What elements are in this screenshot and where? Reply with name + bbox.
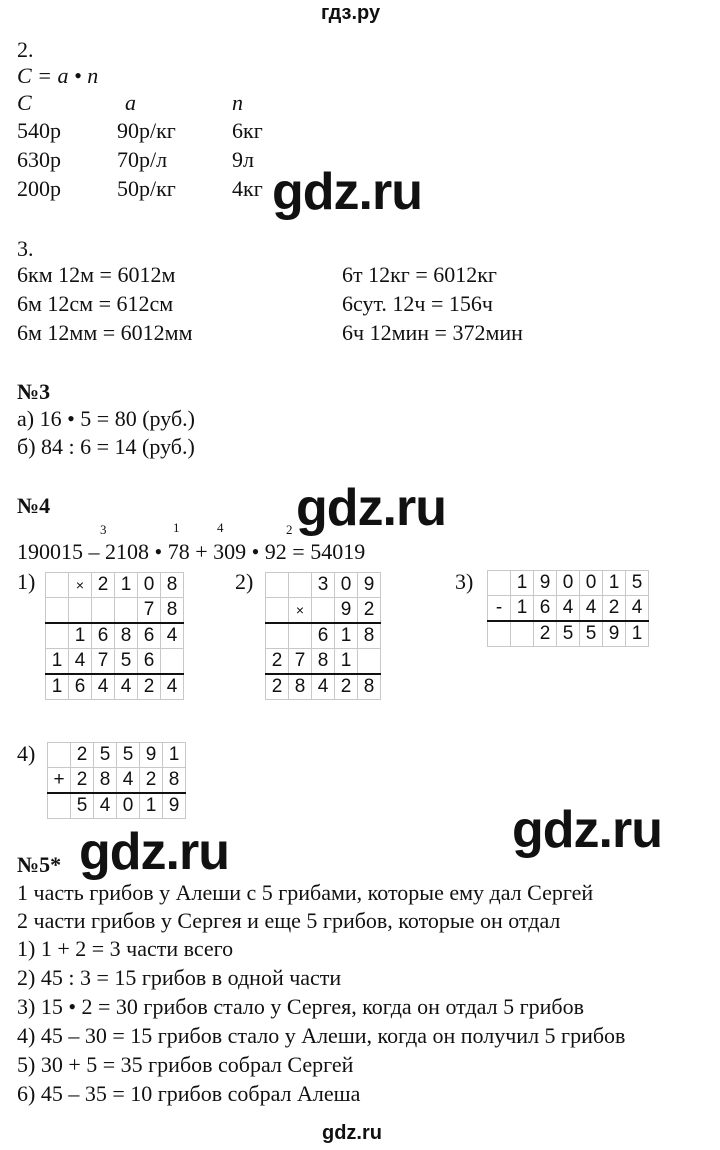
- col-head-c: C: [17, 90, 32, 115]
- task-5-line: 2 части грибов у Сергея и еще 5 грибов, которые он отдал: [17, 908, 561, 933]
- minus-sign: -: [488, 596, 511, 622]
- col-head-a: a: [125, 90, 136, 115]
- grid-cell: 4: [580, 596, 603, 622]
- task-5-line: 6) 45 – 35 = 10 грибов собрал Алеша: [17, 1081, 361, 1106]
- task-3-title: №3: [17, 379, 51, 404]
- grid-cell: [289, 573, 312, 598]
- grid-cell: 5: [580, 621, 603, 647]
- grid-cell: 2: [138, 674, 161, 700]
- grid-cell: [266, 598, 289, 624]
- grid-cell: 4: [115, 674, 138, 700]
- grid-cell: 4: [161, 674, 184, 700]
- watermark-logo: gdz.ru: [512, 801, 662, 859]
- grid-cell: 8: [358, 623, 381, 649]
- site-header: гдз.ру: [321, 2, 381, 24]
- grid-cell: [69, 598, 92, 624]
- grid-cell: 5: [94, 743, 117, 768]
- grid-cell: [488, 571, 511, 596]
- grid-cell: [92, 598, 115, 624]
- order-mark: 2: [286, 522, 293, 537]
- grid-cell: [46, 573, 69, 598]
- conversion-line: 6км 12м = 6012м: [17, 262, 176, 287]
- task-5-line: 1 часть грибов у Алеши с 5 грибами, которые ему дал Сергей: [17, 880, 594, 905]
- times-sign: ×: [69, 573, 92, 598]
- grid-cell: 2: [358, 598, 381, 624]
- grid-cell: 2: [266, 674, 289, 700]
- watermark-logo: gdz.ru: [272, 163, 422, 221]
- grid-cell: 4: [161, 623, 184, 649]
- addition-grid: [47, 742, 186, 819]
- times-sign: ×: [289, 598, 312, 624]
- task-4-title: №4: [17, 493, 51, 518]
- grid-cell: 7: [289, 649, 312, 675]
- grid-cell: [488, 621, 511, 647]
- grid-cell: 3: [312, 573, 335, 598]
- grid-cell: 4: [557, 596, 580, 622]
- grid-cell: 6: [312, 623, 335, 649]
- grid-cell: 1: [140, 793, 163, 819]
- calc-label: 3): [455, 569, 474, 594]
- conversion-line: 6м 12см = 612см: [17, 291, 174, 316]
- grid-cell: 1: [511, 571, 534, 596]
- grid-cell: 9: [358, 573, 381, 598]
- grid-cell: 2: [71, 768, 94, 794]
- grid-cell: 8: [312, 649, 335, 675]
- grid-cell: [289, 623, 312, 649]
- grid-cell: 4: [117, 768, 140, 794]
- table-cell: 50р/кг: [117, 176, 176, 201]
- grid-cell: [511, 621, 534, 647]
- task-3-line: а) 16 • 5 = 80 (руб.): [17, 406, 195, 431]
- grid-cell: 9: [335, 598, 358, 624]
- grid-cell: 4: [69, 649, 92, 675]
- table-cell: 9л: [232, 147, 254, 172]
- conversion-line: 6т 12кг = 6012кг: [342, 262, 497, 287]
- grid-cell: [48, 743, 71, 768]
- grid-cell: 4: [312, 674, 335, 700]
- col-head-n: n: [232, 90, 243, 115]
- grid-cell: 8: [161, 573, 184, 598]
- subtraction-grid: [487, 570, 649, 647]
- grid-cell: [266, 623, 289, 649]
- grid-cell: 1: [163, 743, 186, 768]
- grid-cell: 4: [626, 596, 649, 622]
- grid-cell: 1: [46, 649, 69, 675]
- grid-cell: 2: [534, 621, 557, 647]
- grid-cell: 5: [71, 793, 94, 819]
- multiplication-grid-1: [45, 572, 184, 700]
- grid-cell: 1: [335, 623, 358, 649]
- plus-sign: +: [48, 768, 71, 794]
- grid-cell: [48, 793, 71, 819]
- task-3-line: б) 84 : 6 = 14 (руб.): [17, 434, 195, 459]
- grid-cell: [358, 649, 381, 675]
- grid-cell: 2: [603, 596, 626, 622]
- conversion-line: 6сут. 12ч = 156ч: [342, 291, 493, 316]
- grid-cell: [161, 649, 184, 675]
- grid-cell: 1: [335, 649, 358, 675]
- grid-cell: 7: [92, 649, 115, 675]
- grid-cell: 6: [69, 674, 92, 700]
- table-cell: 70р/л: [117, 147, 168, 172]
- conversion-line: 6м 12мм = 6012мм: [17, 320, 193, 345]
- grid-cell: [312, 598, 335, 624]
- grid-cell: 0: [557, 571, 580, 596]
- grid-cell: 8: [115, 623, 138, 649]
- table-cell: 4кг: [232, 176, 263, 201]
- grid-cell: 9: [163, 793, 186, 819]
- grid-cell: 1: [115, 573, 138, 598]
- order-mark: 3: [100, 522, 107, 537]
- watermark-logo: gdz.ru: [79, 823, 229, 881]
- conversion-line: 6ч 12мин = 372мин: [342, 320, 523, 345]
- grid-cell: 0: [335, 573, 358, 598]
- grid-cell: 8: [289, 674, 312, 700]
- grid-cell: [46, 598, 69, 624]
- grid-cell: 9: [603, 621, 626, 647]
- table-cell: 630р: [17, 147, 61, 172]
- grid-cell: 0: [117, 793, 140, 819]
- task-5-line: 5) 30 + 5 = 35 грибов собрал Сергей: [17, 1052, 354, 1077]
- task-5-line: 2) 45 : 3 = 15 грибов в одной части: [17, 965, 342, 990]
- grid-cell: [46, 623, 69, 649]
- order-mark: 4: [217, 520, 224, 535]
- grid-cell: 5: [557, 621, 580, 647]
- grid-cell: 5: [626, 571, 649, 596]
- grid-cell: 9: [140, 743, 163, 768]
- order-mark: 1: [173, 520, 180, 535]
- grid-cell: 8: [163, 768, 186, 794]
- formula: C = a • n: [17, 63, 99, 88]
- grid-cell: 2: [266, 649, 289, 675]
- grid-cell: 5: [117, 743, 140, 768]
- grid-cell: 6: [534, 596, 557, 622]
- table-cell: 540р: [17, 118, 61, 143]
- grid-cell: 5: [115, 649, 138, 675]
- section-2-number: 2.: [17, 37, 34, 62]
- table-cell: 90р/кг: [117, 118, 176, 143]
- table-cell: 6кг: [232, 118, 263, 143]
- expression: 190015 – 2108 • 78 + 309 • 92 = 54019: [17, 539, 366, 564]
- calc-label: 4): [17, 741, 36, 766]
- grid-cell: 0: [580, 571, 603, 596]
- watermark-logo: gdz.ru: [296, 479, 446, 537]
- grid-cell: 2: [71, 743, 94, 768]
- grid-cell: 4: [92, 674, 115, 700]
- grid-cell: 1: [69, 623, 92, 649]
- grid-cell: [266, 573, 289, 598]
- grid-cell: 2: [140, 768, 163, 794]
- calc-label: 1): [17, 569, 36, 594]
- grid-cell: 1: [46, 674, 69, 700]
- grid-cell: 6: [138, 649, 161, 675]
- grid-cell: 6: [92, 623, 115, 649]
- grid-cell: 1: [626, 621, 649, 647]
- grid-cell: 8: [358, 674, 381, 700]
- grid-cell: 8: [94, 768, 117, 794]
- table-cell: 200р: [17, 176, 61, 201]
- task-5-line: 1) 1 + 2 = 3 части всего: [17, 936, 234, 961]
- task-5-line: 4) 45 – 30 = 15 грибов стало у Алеши, когда он получил 5 грибов: [17, 1023, 626, 1048]
- section-3-number: 3.: [17, 236, 34, 261]
- calc-label: 2): [235, 569, 254, 594]
- footer-site: gdz.ru: [322, 1122, 382, 1144]
- grid-cell: 4: [94, 793, 117, 819]
- grid-cell: [115, 598, 138, 624]
- grid-cell: 6: [138, 623, 161, 649]
- task-5-title: №5*: [17, 852, 62, 877]
- grid-cell: 1: [603, 571, 626, 596]
- grid-cell: 8: [161, 598, 184, 624]
- grid-cell: 0: [138, 573, 161, 598]
- grid-cell: 7: [138, 598, 161, 624]
- grid-cell: 1: [511, 596, 534, 622]
- multiplication-grid-2: [265, 572, 381, 700]
- grid-cell: 9: [534, 571, 557, 596]
- task-5-line: 3) 15 • 2 = 30 грибов стало у Сергея, когда он отдал 5 грибов: [17, 994, 584, 1019]
- grid-cell: 2: [92, 573, 115, 598]
- grid-cell: 2: [335, 674, 358, 700]
